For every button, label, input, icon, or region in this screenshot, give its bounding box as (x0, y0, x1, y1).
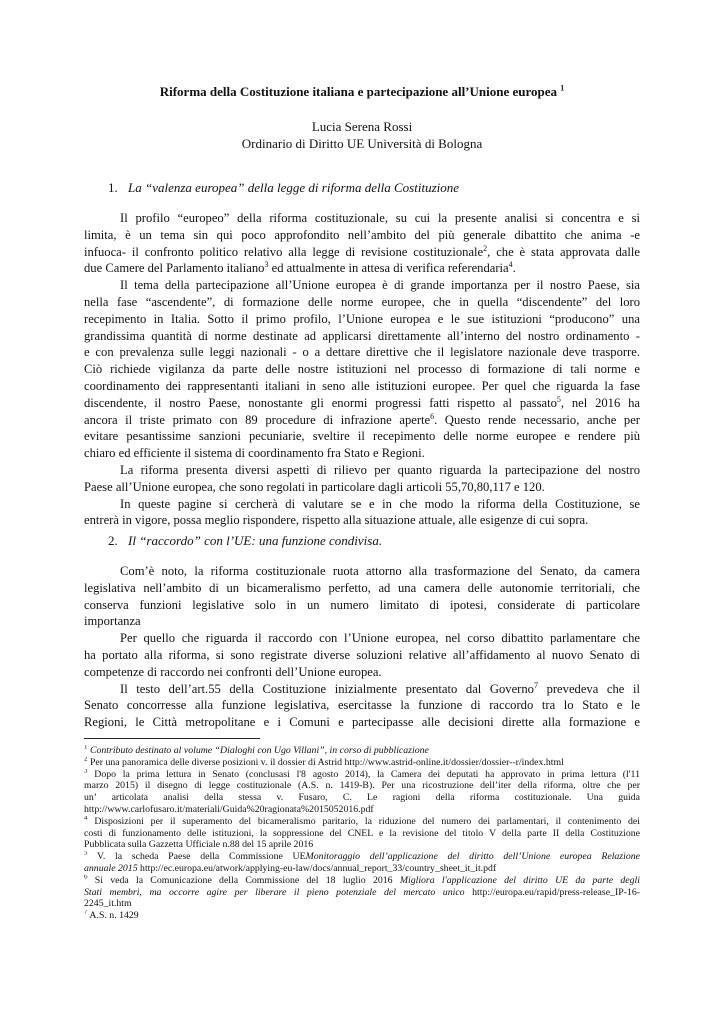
section-heading-2: 2. Il “raccordo” con l’UE: una funzione condivisa. (108, 533, 383, 548)
text-line: conserva funzioni legislative solo in un numero limitato di ipotesi, considerate di particolare (84, 597, 640, 612)
text-line: infuoca- il confronto politico relativo alla legge di revisione costituzionale$^2$, che è stata approvata dalle (84, 243, 640, 259)
text-line: Regioni, le Città metropolitane e i Comuni e partecipasse alle decisioni dirette alla formazione e (84, 715, 640, 730)
text-line: Senato concorresse alla funzione legislativa, esercitasse la funzione di raccordo tra lo Stato e le (84, 698, 640, 713)
footnote-mark-3: 3 (264, 260, 269, 270)
text-line: grandissima quantità di norme destinate ad applicarsi direttamente all’interno del nostro ordinamento - (84, 328, 640, 343)
footnote-mark-4: 4 (508, 260, 513, 270)
text-line: ha portato alla riforma, si sono registrate diverse soluzioni relative all’affidamento al nuovo Senato di (84, 647, 640, 662)
footnote-6-line: Stati membri, ma occorre agire per liberare il pieno potenziale del mercato unico http://europa.eu/rapid/press-release_IP-16- (84, 886, 640, 898)
footnote-4-line: Pubblicata sulla Gazzetta Ufficiale n.88 del 15 aprile 2016 (84, 839, 314, 851)
text-line: chiaro ed efficiente il sistema di coordinamento fra Stato e Regioni. (84, 446, 425, 461)
text-line: due Camere del Parlamento italiano$^3$ ed attualmente in attesa di verifica referendaria$^4$. (84, 260, 516, 276)
section-1-body (84, 210, 640, 529)
text-line: legislativa nell’ambito di un bicameralismo perfetto, ad una camera delle autonomie territoriali, che (84, 580, 640, 595)
footnote-mark-5: 5 (556, 394, 561, 404)
text-line: discendente, il nostro Paese, nonostante gli enormi progressi fatti rispetto al passato$^5$, nel 2016 ha (84, 394, 640, 410)
footnote-1: $^1$ Contributo destinato al volume “Dialoghi con Ugo Villani”, in corso di pubblicazione (84, 745, 429, 756)
text-line: Il testo dell’art.55 della Costituzione inizialmente presentato dal Governo$^7$ prevedeva che il (120, 680, 640, 696)
footnote-mark-2: 2 (483, 243, 488, 253)
footnote-3: $^3$ Dopo la prima lettura in Senato (conclusasi l'8 agosto 2014), la Camera dei deputati ha approvato in prima lettura (l'11 (84, 768, 640, 780)
text-line: La riforma presenta diversi aspetti di rilievo per quanto riguarda la partecipazione del nostro (120, 462, 640, 477)
text-line: limita, è un tema sin qui poco approfondito nell’ambito del più generale dibattito che anima -e (84, 227, 640, 242)
section-2-body (84, 563, 640, 731)
text-line: importanza (84, 614, 141, 629)
footnote-3-link[interactable]: http://www.carlofusaro.it/materiali/Guida%20ragionata%2015052016.pdf (84, 803, 374, 815)
footnotes (84, 745, 640, 922)
footnote-2: $^2$ Per una panoramica delle diverse posizioni v. il dossier di Astrid http://www.astrid-online.it/dossier/dossier--r/index.html (84, 756, 564, 768)
text-line: Il tema della partecipazione all’Unione europea è di grande importanza per il nostro Paese, sia (120, 278, 640, 293)
footnote-5: $^5$ V. la scheda Paese della Commissione UEMonitoraggio dell’applicazione del diritto dell’Unione europea Relazione (84, 851, 640, 863)
footnote-4-line: costi di funzionamento delle istituzioni, la soppressione del CNEL e la revisione del titolo V della parte II della Costituzione (84, 827, 640, 839)
text-line: e con prevalenza sulle leggi nazionali - o a dettare direttive che il legislatore nazionale deve trasporre. (84, 345, 640, 360)
paper-title: Riforma della Costituzione italiana e partecipazione all’Unione europea $^1$ (159, 83, 565, 99)
text-line: Ciò richiede vigilanza da parte delle nostre istituzioni nel processo di formazione di tali norme e (84, 362, 640, 377)
footnote-mark-6: 6 (430, 411, 435, 421)
text-line: Per quello che riguarda il raccordo con l’Unione europea, nel corso dibattito parlamentare che (120, 631, 640, 646)
footnote-mark-7: 7 (533, 680, 538, 690)
footnote-6: $^6$ Si veda la Comunicazione della Commissione del 18 luglio 2016 Migliora l'applicazione del diritto UE da parte degli (84, 874, 640, 886)
text-line: Il profilo “europeo” della riforma costituzionale, su cui la presente analisi si concentra e si (120, 211, 640, 225)
footnote-3-line: marzo 2015) il disegno di legge costituzionale (A.S. n. 1419-B). Per una ricostruzione dell’iter della riforma, oltre che per (84, 780, 640, 792)
footnote-mark-1: 1 (560, 83, 565, 93)
text-line: Paese all’Unione europea, che sono regolati in particolare dagli articoli 55,70,80,117 e 120. (84, 479, 545, 494)
footnote-3-line: un’ articolata analisi della stessa v. Fusaro, C. Le ragioni della riforma costituzionale. Una guida (84, 792, 640, 804)
text-line: competenze di raccordo nei confronti dell’Unione europea. (84, 664, 382, 679)
footnote-5-line: annuale 2015 http://ec.europa.eu/atwork/applying-eu-law/docs/annual_report_33/country_sheet_it_it.pdf (84, 862, 497, 874)
text-line: In queste pagine si cercherà di valutare se e in che modo la riforma della Costituzione, se (120, 496, 640, 511)
author-name: Lucia Serena Rossi (311, 119, 413, 134)
footnote-separator (84, 738, 260, 739)
section-heading-1: 1. La “valenza europea” della legge di riforma della Costituzione (108, 180, 460, 195)
footnote-6-link[interactable]: 2245_it.htm (84, 898, 132, 910)
footnote-7: $^7$ A.S. n. 1429 (84, 910, 139, 922)
text-line: evitare pesantissime sanzioni pecuniarie, sveltire il recepimento delle norme europee e rendere più (84, 429, 640, 444)
text-line: ancora il triste primato con 89 procedure di infrazione aperte$^6$. Questo rende necessario, anche per (84, 411, 640, 427)
text-line: entrerà in vigore, possa meglio rispondere, rispetto alla situazione attuale, alle esigenze di cui sopra. (84, 513, 589, 528)
text-line: nella fase “ascendente”, di formazione delle norme europee, che in quella “discendente” del loro (84, 294, 640, 309)
text-line: coordinamento dei rappresentanti italiani in seno alle istituzioni europee. Per quel che riguarda la fase (84, 378, 640, 393)
text-line: Com’è noto, la riforma costituzionale ruota attorno alla trasformazione del Senato, da camera (120, 564, 640, 578)
text-line: recepimento in Italia. Sotto il primo profilo, l’Unione europea e le sue istituzioni “producono” una (84, 311, 640, 326)
author-affiliation: Ordinario di Diritto UE Università di Bologna (241, 136, 483, 151)
footnote-4: $^4$ Disposizioni per il superamento del bicameralismo paritario, la riduzione del numero dei parlamentari, il contenimento dei (84, 815, 640, 827)
